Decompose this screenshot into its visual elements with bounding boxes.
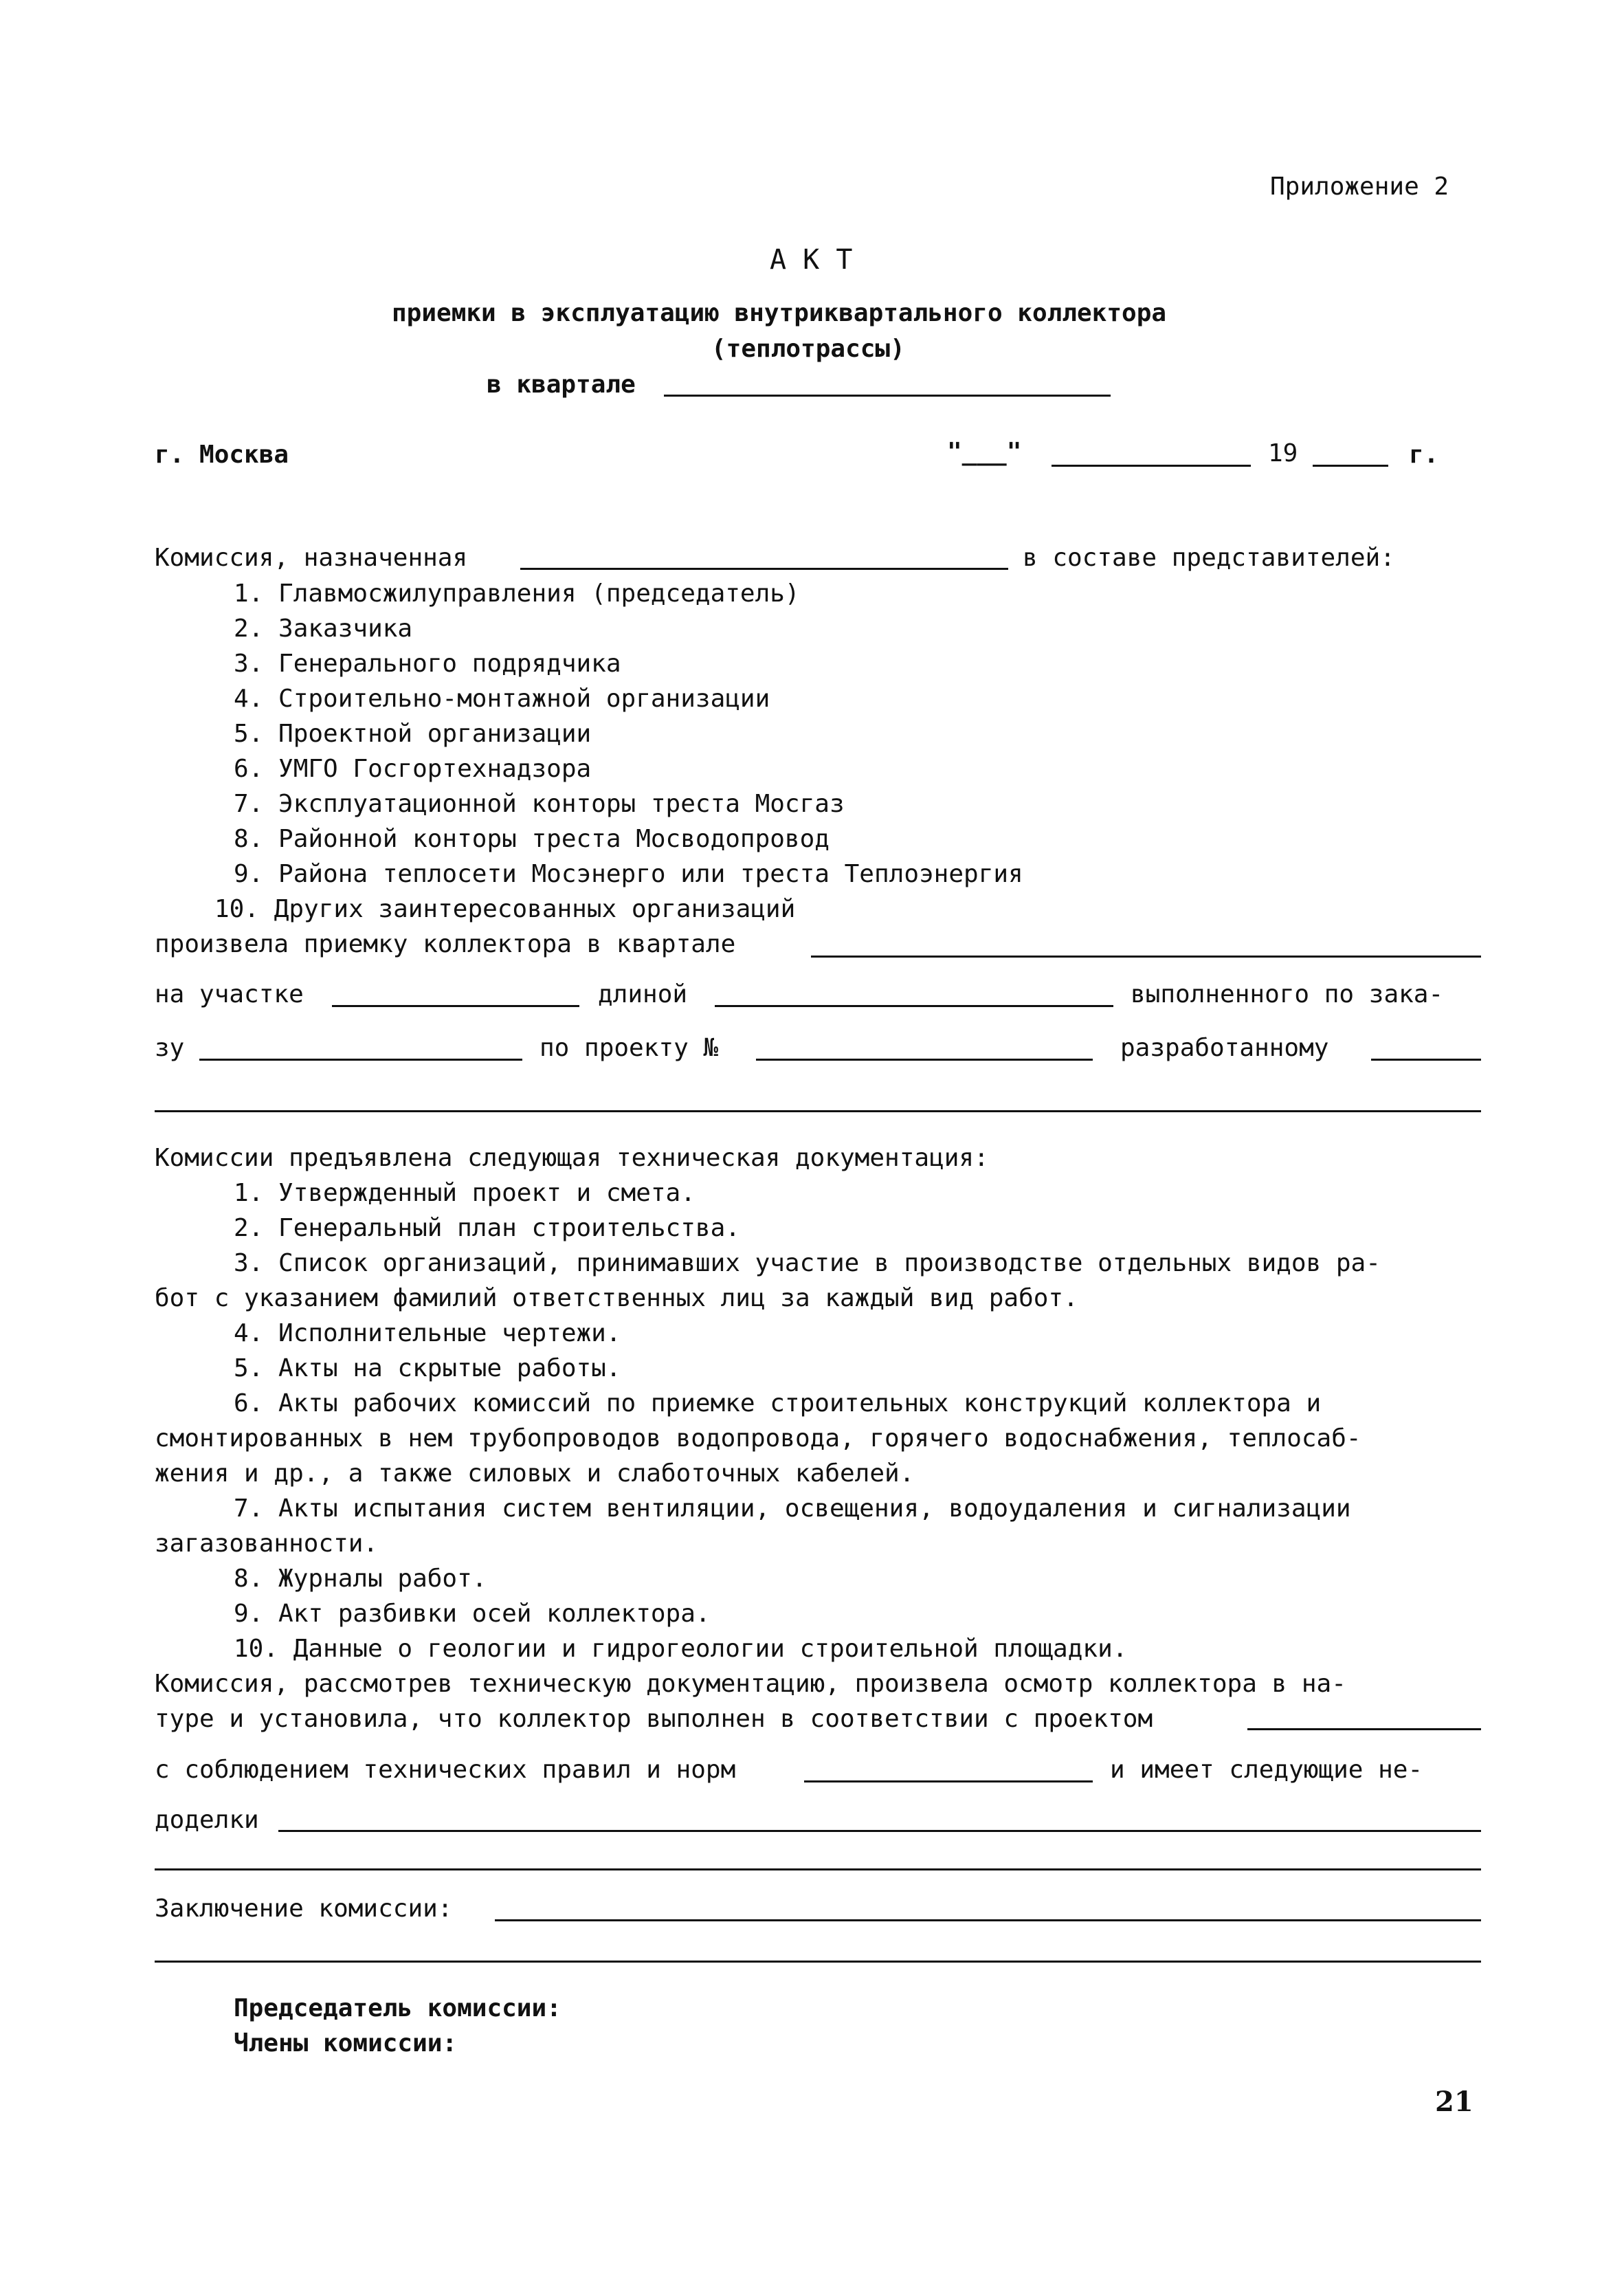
- project-compliance-blank[interactable]: [1247, 1728, 1481, 1730]
- defects-label: и имеет следующие не-: [1110, 1756, 1423, 1784]
- member-5: 5. Проектной организации: [234, 720, 592, 748]
- member-9: 9. Района теплосети Мосэнерго или треста Теплоэнергия: [234, 860, 1023, 888]
- document-title: А К Т: [770, 244, 853, 276]
- member-8: 8. Районной конторы треста Мосводопровод: [234, 825, 830, 853]
- inspection-text-2: туре и установила, что коллектор выполнен в соответствии с проектом: [155, 1705, 1153, 1733]
- accepted-quarter-blank[interactable]: [811, 956, 1481, 958]
- commission-blank[interactable]: [520, 568, 1008, 570]
- city-label: г. Москва: [155, 441, 289, 469]
- order-blank[interactable]: [199, 1059, 522, 1061]
- section-label: на участке: [155, 980, 304, 1008]
- document-subtitle: приемки в эксплуатацию внутриквартального коллектора: [392, 299, 1167, 327]
- developed-blank[interactable]: [1371, 1059, 1481, 1061]
- quarter-blank[interactable]: [664, 395, 1111, 397]
- length-blank[interactable]: [715, 1005, 1113, 1007]
- member-2: 2. Заказчика: [234, 615, 413, 643]
- doc-6: 6. Акты рабочих комиссий по приемке строительных конструкций коллектора и: [234, 1389, 1322, 1417]
- member-6: 6. УМГО Госгортехнадзора: [234, 755, 592, 783]
- member-3: 3. Генерального подрядчика: [234, 650, 621, 678]
- full-width-blank-1[interactable]: [155, 1110, 1481, 1112]
- doc-3-cont: бот с указанием фамилий ответственных лиц за каждый вид работ.: [155, 1284, 1078, 1312]
- member-4: 4. Строительно-монтажной организации: [234, 685, 770, 713]
- defects-blank[interactable]: [278, 1830, 1481, 1832]
- section-blank[interactable]: [332, 1005, 579, 1007]
- norms-blank[interactable]: [804, 1780, 1093, 1782]
- defects-blank-2[interactable]: [155, 1868, 1481, 1870]
- defects-label-2: доделки: [155, 1806, 259, 1834]
- date-day-quotes: "___": [947, 438, 1022, 466]
- doc-1: 1. Утвержденный проект и смета.: [234, 1179, 696, 1207]
- inspection-text: Комиссия, рассмотрев техническую документацию, произвела осмотр коллектора в на-: [155, 1670, 1346, 1698]
- year-prefix: 19: [1268, 439, 1298, 467]
- year-suffix: г.: [1409, 441, 1439, 469]
- executed-label: выполненного по зака-: [1131, 980, 1444, 1008]
- developed-label: разработанному: [1120, 1034, 1329, 1062]
- doc-8: 8. Журналы работ.: [234, 1565, 487, 1593]
- docs-intro: Комиссии предъявлена следующая техническая документация:: [155, 1144, 989, 1172]
- member-10: 10. Других заинтересованных организаций: [214, 895, 796, 923]
- doc-10: 10. Данные о геологии и гидрогеологии строительной площадки.: [234, 1635, 1128, 1663]
- member-7: 7. Эксплуатационной конторы треста Мосгаз: [234, 790, 845, 818]
- doc-7-cont: загазованности.: [155, 1530, 379, 1558]
- doc-6-cont-2: жения и др., а также силовых и слаботочных кабелей.: [155, 1459, 915, 1488]
- document-subtitle-2: (теплотрассы): [711, 335, 905, 363]
- conclusion-blank[interactable]: [495, 1919, 1481, 1921]
- doc-6-cont: смонтированных в нем трубопроводов водопровода, горячего водоснабжения, теплосаб-: [155, 1424, 1361, 1453]
- doc-3: 3. Список организаций, принимавших участие в производстве отдельных видов ра-: [234, 1249, 1381, 1277]
- accepted-label: произвела приемку коллектора в квартале: [155, 930, 736, 958]
- composition-label: в составе представителей:: [1023, 544, 1395, 572]
- doc-2: 2. Генеральный план строительства.: [234, 1214, 740, 1242]
- members-label: Члены комиссии:: [234, 2029, 458, 2057]
- length-label: длиной: [598, 980, 688, 1008]
- doc-5: 5. Акты на скрытые работы.: [234, 1354, 621, 1382]
- quarter-label: в квартале: [487, 371, 636, 399]
- conclusion-label: Заключение комиссии:: [155, 1895, 453, 1923]
- chairman-label: Председатель комиссии:: [234, 1994, 561, 2022]
- doc-7: 7. Акты испытания систем вентиляции, освещения, водоудаления и сигнализации: [234, 1494, 1351, 1523]
- project-number-blank[interactable]: [756, 1059, 1093, 1061]
- order-label: зу: [155, 1034, 185, 1062]
- conclusion-blank-2[interactable]: [155, 1961, 1481, 1963]
- page-number: 21: [1435, 2086, 1473, 2118]
- project-label: по проекту №: [540, 1034, 719, 1062]
- doc-9: 9. Акт разбивки осей коллектора.: [234, 1600, 711, 1628]
- appendix-label: Приложение 2: [1270, 173, 1449, 201]
- member-1: 1. Главмосжилуправления (председатель): [234, 579, 800, 608]
- commission-label: Комиссия, назначенная: [155, 544, 468, 572]
- doc-4: 4. Исполнительные чертежи.: [234, 1319, 621, 1347]
- norms-label: с соблюдением технических правил и норм: [155, 1756, 736, 1784]
- year-blank[interactable]: [1313, 465, 1388, 467]
- date-month-blank[interactable]: [1052, 465, 1251, 467]
